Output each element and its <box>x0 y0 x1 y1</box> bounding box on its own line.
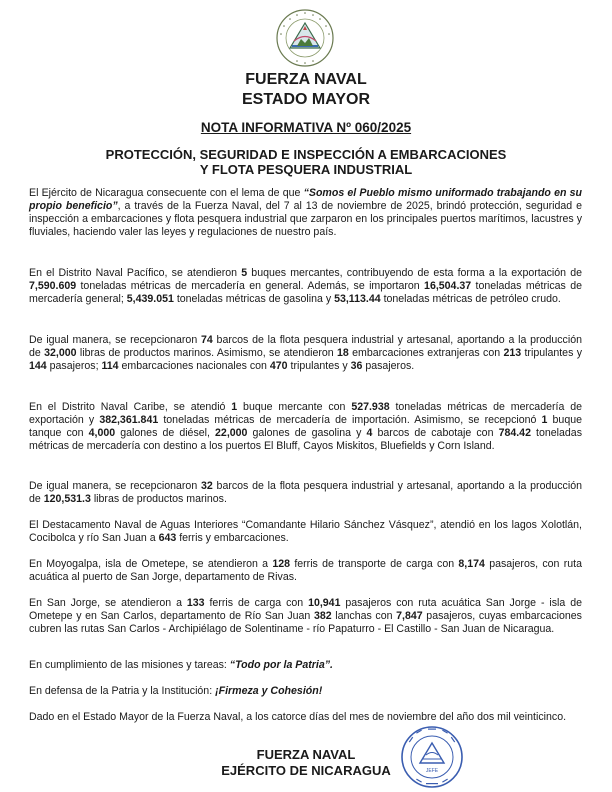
text-run: buque tanque con <box>29 414 582 440</box>
text-run: pasajeros; <box>46 360 102 373</box>
paragraph <box>29 558 582 584</box>
paragraph <box>29 334 582 373</box>
nicaragua-coat-of-arms-icon <box>275 8 335 68</box>
text-run: En Moyogalpa, isla de Ometepe, se atendieron a <box>29 558 273 570</box>
signature-line-1: FUERZA NAVAL <box>256 747 356 762</box>
text-run: buques mercantes, contribuyendo de esta forma a la exportación de <box>247 267 582 279</box>
text-run: toneladas métricas de mercadería con destino a los puertos El Bluff, Cayos Miskitos, Bluefields y Corn Island. <box>29 427 582 453</box>
text-run: embarcaciones nacionales con <box>118 360 270 373</box>
text-run: 144 <box>29 360 47 373</box>
text-run: 527.938 <box>351 401 390 413</box>
text-run: 643 <box>158 532 177 545</box>
text-run: 8,174 <box>458 558 485 570</box>
paragraph <box>29 519 582 545</box>
paragraph-text <box>29 711 582 724</box>
paragraph <box>29 711 582 724</box>
paragraph <box>29 597 582 636</box>
text-run: tripulantes y <box>287 360 351 373</box>
paragraph-text <box>29 267 582 306</box>
text-run: 7,847 <box>396 610 423 623</box>
text-run: lanchas con <box>331 610 397 623</box>
text-run: toneladas métricas de gasolina y <box>173 293 335 306</box>
naval-stamp-icon <box>400 725 464 789</box>
paragraph <box>29 187 582 239</box>
note-number: NOTA INFORMATIVA Nº 060/2025 <box>200 120 412 135</box>
text-run: galones de gasolina y <box>247 427 367 440</box>
text-run: 16,504.37 <box>424 280 472 293</box>
text-run: En San Jorge, se atendieron a <box>29 597 187 609</box>
paragraph-text <box>29 334 582 373</box>
paragraph-text <box>29 519 582 545</box>
text-run: pasajeros, con ruta acuática al puerto de San Jorge, departamento de Rivas. <box>29 558 582 584</box>
text-run: 120,531.3 <box>43 493 91 506</box>
text-run: 5,439.051 <box>126 293 174 306</box>
text-run: toneladas métricas de mercadería en general. Además, se importaron <box>76 280 425 293</box>
text-run: ferris y embarcaciones. <box>176 532 289 545</box>
paragraph-text <box>29 480 582 506</box>
paragraph <box>29 401 582 453</box>
paragraph <box>29 685 582 698</box>
text-run: ferris de transporte de carga con <box>290 558 459 570</box>
text-run: buque mercante con <box>237 401 352 413</box>
text-run: En el Distrito Naval Pacífico, se atendieron <box>29 267 242 279</box>
text-run: barcos de la flota pesquera industrial y artesanal, aportando a la producción de <box>29 334 582 360</box>
paragraph-text <box>29 685 582 698</box>
text-run: 18 <box>337 347 349 360</box>
text-run: El Ejército de Nicaragua consecuente con el lema de que <box>29 187 304 199</box>
svg-text:JEFE: JEFE <box>425 768 439 774</box>
text-run: 4 <box>366 427 373 440</box>
paragraph-text <box>29 187 582 239</box>
text-run: 1 <box>231 401 238 413</box>
text-run: ferris de carga con <box>204 597 309 609</box>
text-run: El Destacamento Naval de Aguas Interiores “Comandante Hilario Sánchez Vásquez”, atendió en los lagos Xolotlán, Cocibolca y río San Juan a <box>29 519 582 545</box>
text-run: embarcaciones extranjeras con <box>348 347 504 360</box>
paragraph-text <box>29 597 582 636</box>
text-run: 4,000 <box>88 427 116 440</box>
text-run: En el Distrito Naval Caribe, se atendió <box>29 401 232 413</box>
org-subtitle: ESTADO MAYOR <box>241 91 370 108</box>
text-run: 5 <box>241 267 248 279</box>
text-run: , a través de la Fuerza Naval, del 7 al 13 de noviembre de 2025, brindó protección, seguridad e inspección a embarcaciones y flota pesquera industrial que zarparon en los principales puertos marítimos, lacustres y fluviales, haciendo valer las leyes y regulaciones de nuestro país. <box>29 200 582 239</box>
text-run: barcos de cabotaje con <box>372 427 499 440</box>
text-run: 10,941 <box>308 597 341 609</box>
text-run: 22,000 <box>215 427 248 440</box>
text-run: pasajeros, cuyas embarcaciones cubren las rutas San Carlos - Archipiélago de Solentiname - río Papaturro - El Castillo - San Juan de Nicaragua. <box>29 610 582 636</box>
text-run: “Somos el Pueblo mismo uniformado trabajando en su propio beneficio” <box>29 187 583 213</box>
text-run: En cumplimiento de las misiones y tareas: <box>29 659 230 671</box>
text-run: libras de productos marinos. <box>90 493 227 506</box>
text-run: 53,113.44 <box>334 293 381 306</box>
text-run: 32 <box>200 480 213 492</box>
paragraph-text <box>29 558 582 584</box>
text-run: 36 <box>350 360 363 373</box>
text-run: 382,361.841 <box>99 414 159 427</box>
paragraph <box>29 267 582 306</box>
text-run: De igual manera, se recepcionaron <box>29 480 201 492</box>
subject-line-1: PROTECCIÓN, SEGURIDAD E INSPECCIÓN A EMBARCACIONES <box>105 147 507 162</box>
text-run: 32,000 <box>44 347 77 360</box>
text-run: En defensa de la Patria y la Institución: <box>29 685 216 697</box>
text-run: 133 <box>186 597 205 609</box>
text-run: barcos de la flota pesquera industrial y artesanal, aportando a la producción de <box>29 480 582 506</box>
text-run: pasajeros con ruta acuática San Jorge - isla de Ometepe y en San Carlos, departamento de Río San Juan <box>29 597 582 623</box>
text-run: pasajeros. <box>362 360 415 373</box>
text-run: 74 <box>200 334 213 346</box>
text-run: libras de productos marinos. Asimismo, se atendieron <box>76 347 337 360</box>
text-run: tripulantes y <box>521 347 583 360</box>
org-title: FUERZA NAVAL <box>245 71 367 88</box>
text-run: “Todo por la Patria”. <box>229 659 333 671</box>
text-run: toneladas métricas de petróleo crudo. <box>380 293 561 306</box>
text-run: 382 <box>313 610 332 623</box>
text-run: toneladas métricas de mercadería de exportación y <box>29 401 582 427</box>
text-run: ¡Firmeza y Cohesión! <box>215 685 323 697</box>
text-run: toneladas métricas de mercadería general; <box>29 280 582 306</box>
text-run: De igual manera, se recepcionaron <box>29 334 201 346</box>
text-run: 1 <box>541 414 548 427</box>
text-run: 128 <box>272 558 291 570</box>
text-run: toneladas métricas de mercadería de importación. Asimismo, se recepcionó <box>158 414 542 427</box>
text-run: 213 <box>503 347 522 360</box>
paragraph <box>29 659 582 672</box>
subject-line-2: Y FLOTA PESQUERA INDUSTRIAL <box>199 162 413 177</box>
paragraph-text <box>29 659 582 672</box>
text-run: 470 <box>269 360 288 373</box>
text-run: Dado en el Estado Mayor de la Fuerza Naval, a los catorce días del mes de noviembre del año dos mil veinticinco. <box>29 711 567 723</box>
text-run: galones de diésel, <box>115 427 216 440</box>
text-run: 7,590.609 <box>29 280 77 293</box>
signature-line-2: EJÉRCITO DE NICARAGUA <box>221 763 391 778</box>
text-run: 114 <box>101 360 119 373</box>
text-run: 784.42 <box>498 427 531 440</box>
paragraph-text <box>29 401 582 453</box>
paragraph <box>29 480 582 506</box>
